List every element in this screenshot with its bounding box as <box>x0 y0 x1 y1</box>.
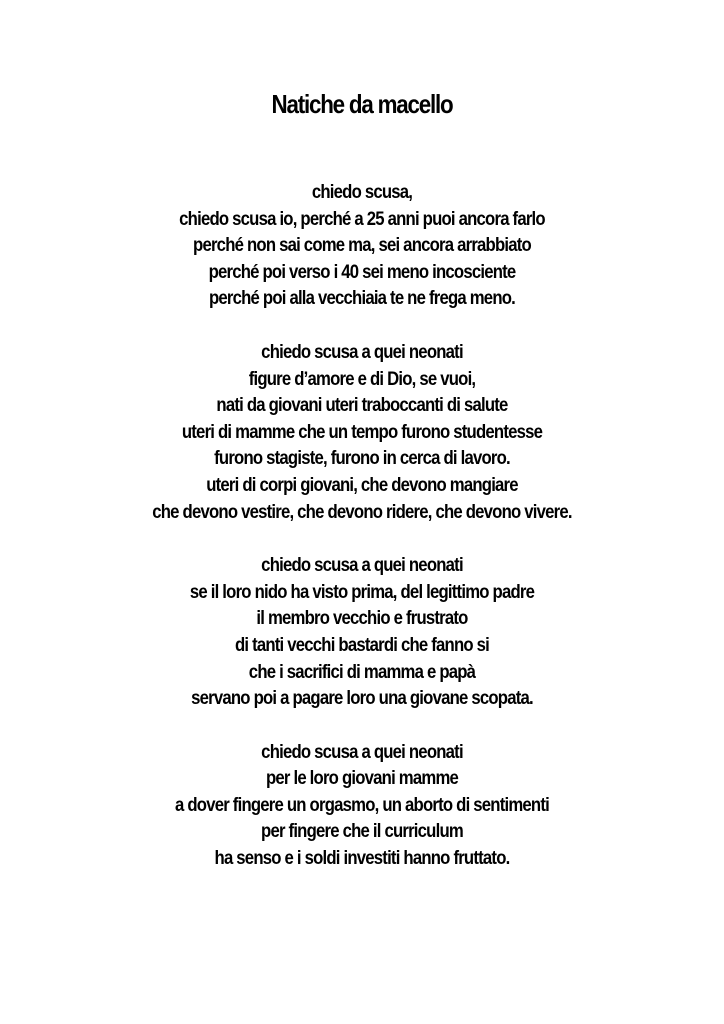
stanza <box>0 340 724 526</box>
stanza <box>0 553 724 713</box>
poem-line: per fingere che il curriculum <box>261 821 463 843</box>
poem-line: chiedo scusa, <box>311 182 413 203</box>
poem-line: perché non sai come ma, sei ancora arrabbiato <box>193 235 531 257</box>
poem-body <box>0 180 724 900</box>
poem-title: Natiche da macello <box>271 89 453 119</box>
poem-line: se il loro nido ha visto prima, del legittimo padre <box>189 581 535 603</box>
poem-line: furono stagiste, furono in cerca di lavoro. <box>214 448 510 470</box>
poem-line: chiedo scusa a quei neonati <box>261 341 463 363</box>
poem-line: uteri di corpi giovani, che devono mangiare <box>206 474 518 496</box>
poem-line: che devono vestire, che devono ridere, che devono vivere. <box>152 501 572 523</box>
poem-line: chiedo scusa io, perché a 25 anni puoi ancora farlo <box>179 208 545 230</box>
poem-line: per le loro giovani mamme <box>265 768 459 790</box>
poem-line: il membro vecchio e frustrato <box>256 608 468 630</box>
poem-line: chiedo scusa a quei neonati <box>261 741 463 763</box>
stanza <box>0 740 724 873</box>
poem-line: figure d’amore e di Dio, se vuoi, <box>248 368 476 390</box>
poem-line: che i sacrifici di mamma e papà <box>248 661 476 683</box>
poem-line: servano poi a pagare loro una giovane scopata. <box>191 688 533 710</box>
poem-line: a dover fingere un orgasmo, un aborto di sentimenti <box>175 794 549 816</box>
poem-line: ha senso e i soldi investiti hanno fruttato. <box>214 848 510 870</box>
stanza <box>0 180 724 313</box>
poem-line: perché poi verso i 40 sei meno incosciente <box>208 261 516 283</box>
poem-line: uteri di mamme che un tempo furono studentesse <box>181 421 543 443</box>
poem-line: di tanti vecchi bastardi che fanno si <box>234 634 490 656</box>
poem-line: nati da giovani uteri traboccanti di salute <box>216 395 508 417</box>
poem-line: chiedo scusa a quei neonati <box>261 555 463 577</box>
poem-line: perché poi alla vecchiaia te ne frega meno. <box>208 288 516 310</box>
